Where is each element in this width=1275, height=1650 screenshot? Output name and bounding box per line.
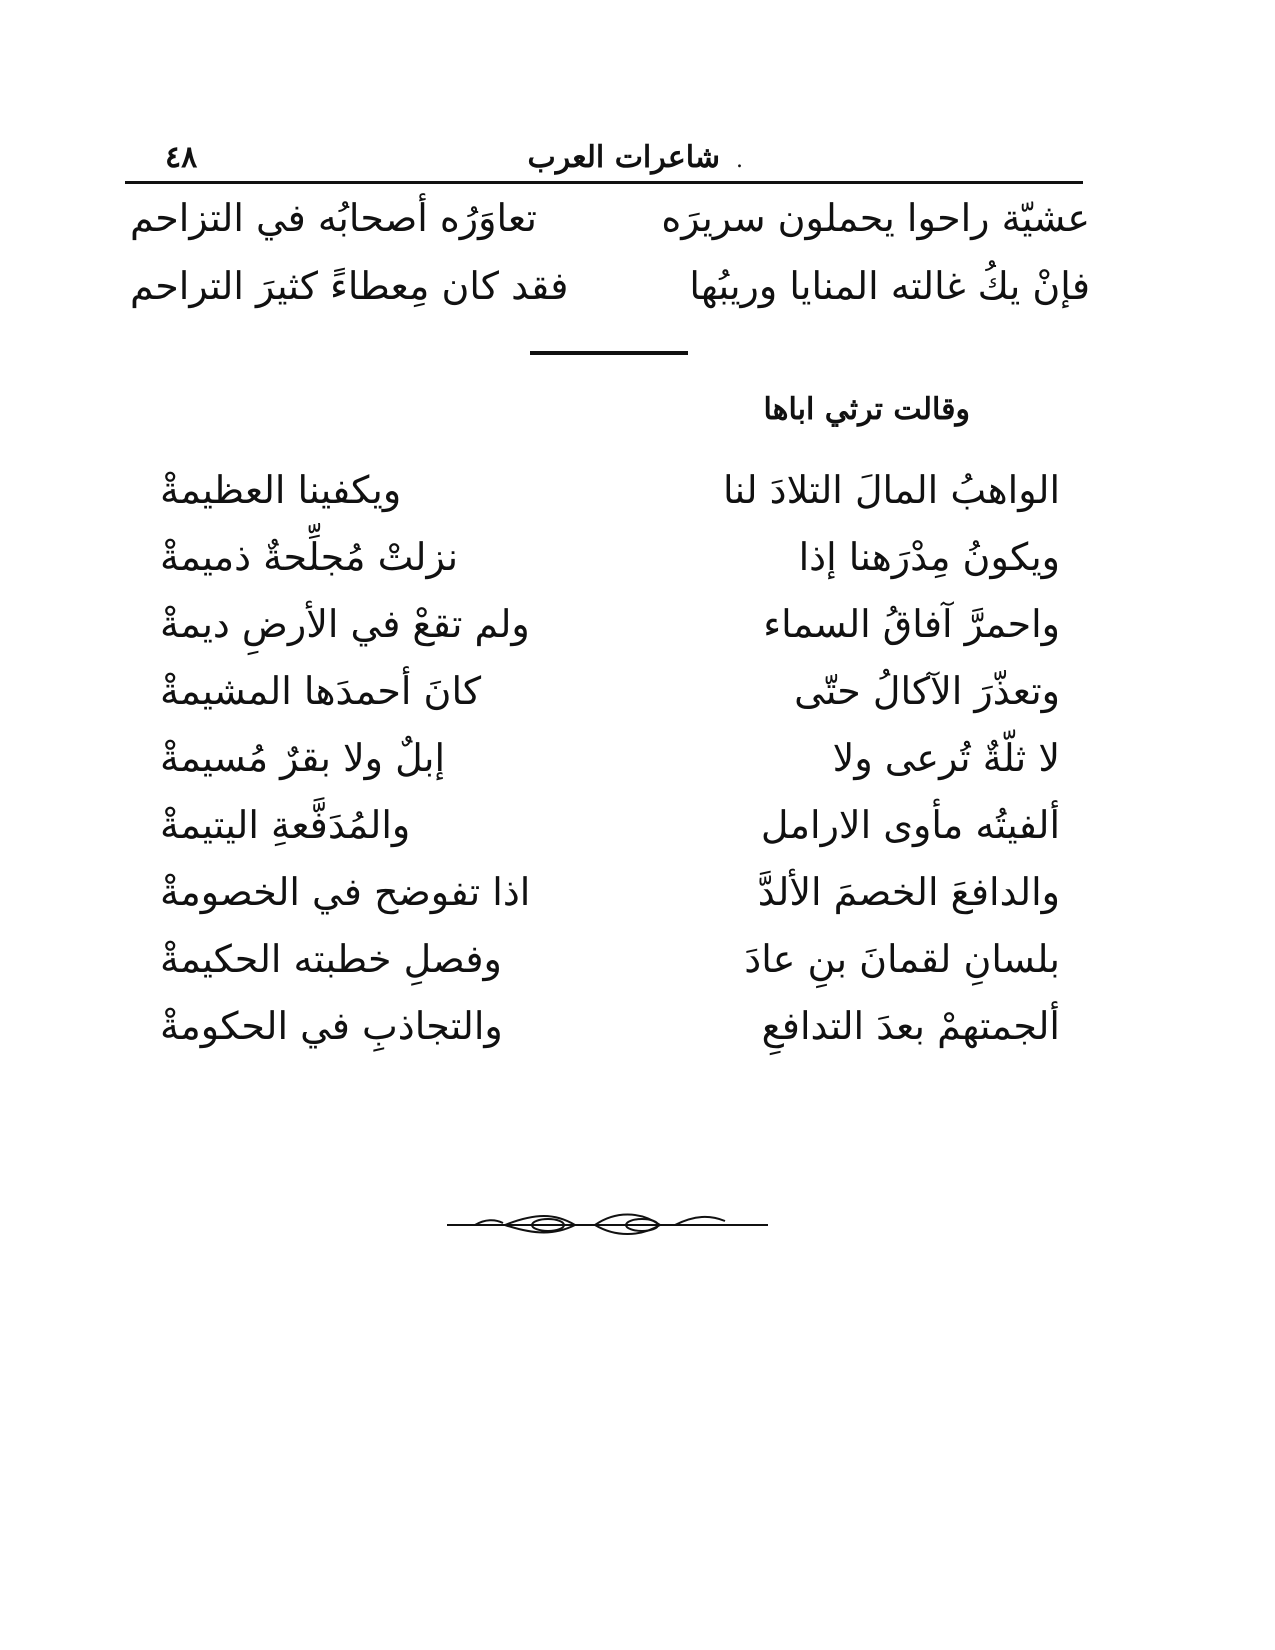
verse-first-hemistich: ألجمتهمْ بعدَ التدافعِ xyxy=(761,1004,1060,1048)
verse-second-hemistich: ويكفينا العظيمةْ xyxy=(160,468,402,512)
verse-first-hemistich: عشيّة راحوا يحملون سريرَه xyxy=(661,196,1090,240)
verse-line xyxy=(160,870,1060,930)
verse-first-hemistich: الواهبُ المالَ التلادَ لنا xyxy=(722,468,1060,512)
verse-second-hemistich: والمُدَفَّعةِ اليتيمةْ xyxy=(160,803,411,847)
verse-first-hemistich: بلسانِ لقمانَ بنِ عادَ xyxy=(744,937,1060,981)
verse-second-hemistich: كانَ أحمدَها المشيمةْ xyxy=(160,669,482,713)
verse-line xyxy=(130,196,1090,256)
verse-first-hemistich: لا ثلّةٌ تُرعى ولا xyxy=(832,736,1060,780)
verse-first-hemistich: ألفيتُه مأوى الارامل xyxy=(760,803,1060,847)
verse-second-hemistich: وفصلِ خطبته الحكيمةْ xyxy=(160,937,502,981)
verse-line xyxy=(160,1004,1060,1064)
verse-line xyxy=(160,669,1060,729)
verse-second-hemistich: والتجاذبِ في الحكومةْ xyxy=(160,1004,503,1048)
verse-line xyxy=(160,736,1060,796)
verse-line xyxy=(160,535,1060,595)
poem-introduction: وقالت ترثي اباها xyxy=(763,392,970,427)
verse-first-hemistich: والدافعَ الخصمَ الألدَّ xyxy=(757,870,1060,914)
verse-second-hemistich: تعاوَرُه أصحابُه في التزاحم xyxy=(130,196,537,240)
verse-line xyxy=(130,264,1090,324)
verse-first-hemistich: فإنْ يكُ غالته المنايا وريبُها xyxy=(689,264,1090,308)
verse-first-hemistich: ويكونُ مِدْرَهنا إذا xyxy=(798,535,1060,579)
page-number: ٤٨ xyxy=(165,140,198,175)
header-rule xyxy=(125,181,1083,184)
verse-second-hemistich: إبلٌ ولا بقرٌ مُسيمةْ xyxy=(160,736,445,780)
verse-first-hemistich: وتعذّرَ الآكالُ حتّى xyxy=(794,669,1060,713)
section-separator xyxy=(530,351,688,355)
verse-first-hemistich: واحمرَّ آفاقُ السماء xyxy=(763,602,1060,646)
closing-ornament-icon xyxy=(445,1205,770,1239)
running-title: شاعرات العرب xyxy=(527,140,720,175)
verse-second-hemistich: نزلتْ مُجلِّحةٌ ذميمةْ xyxy=(160,535,459,579)
verse-second-hemistich: ولم تقعْ في الأرضِ ديمةْ xyxy=(160,602,530,646)
page-header xyxy=(125,136,1080,182)
verse-line xyxy=(160,803,1060,863)
verse-line xyxy=(160,937,1060,997)
verse-line xyxy=(160,468,1060,528)
verse-second-hemistich: فقد كان مِعطاءً كثيرَ التراحم xyxy=(130,264,569,308)
verse-second-hemistich: اذا تفوضح في الخصومةْ xyxy=(160,870,531,914)
header-dot: . xyxy=(736,148,743,173)
verse-line xyxy=(160,602,1060,662)
